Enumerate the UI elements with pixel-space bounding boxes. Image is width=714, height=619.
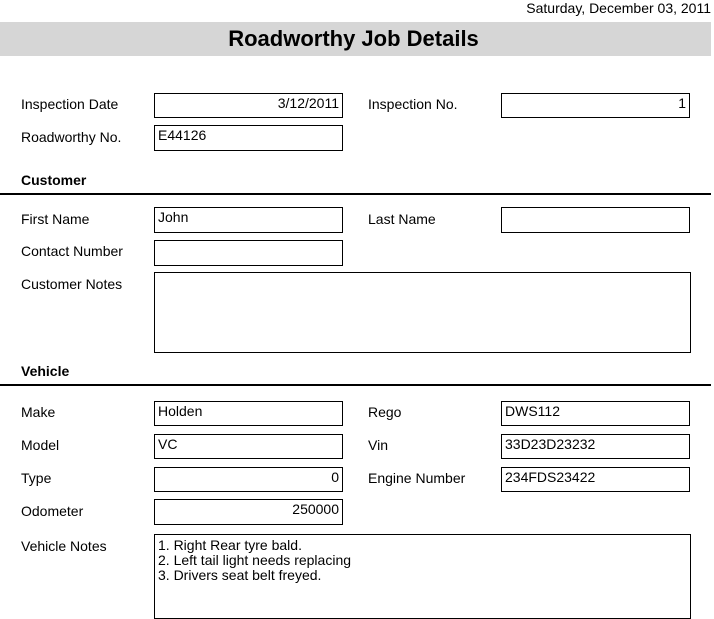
vin-field[interactable]: 33D23D23232 (501, 434, 690, 459)
vehicle-notes-field[interactable]: 1. Right Rear tyre bald. 2. Left tail light needs replacing 3. Drivers seat belt freyed. (154, 534, 691, 619)
rego-label: Rego (368, 404, 402, 420)
odometer-field[interactable]: 250000 (154, 499, 343, 525)
inspection-date-label: Inspection Date (21, 96, 119, 112)
make-label: Make (21, 404, 56, 420)
inspection-date-field[interactable]: 3/12/2011 (154, 93, 343, 118)
vehicle-divider (0, 384, 711, 386)
engine-number-label: Engine Number (368, 470, 466, 486)
customer-divider (0, 193, 711, 195)
first-name-label: First Name (21, 211, 90, 227)
rego-field[interactable]: DWS112 (501, 401, 690, 426)
make-field[interactable]: Holden (154, 401, 343, 426)
contact-number-label: Contact Number (21, 243, 123, 259)
vehicle-section-label: Vehicle (21, 363, 70, 379)
page-title: Roadworthy Job Details (228, 26, 479, 51)
type-field[interactable]: 0 (154, 467, 343, 492)
model-field[interactable]: VC (154, 434, 343, 459)
last-name-field[interactable] (501, 207, 690, 233)
odometer-label: Odometer (21, 503, 84, 519)
vin-label: Vin (368, 437, 388, 453)
roadworthy-number-field[interactable]: E44126 (154, 125, 343, 151)
customer-section-label: Customer (21, 172, 87, 188)
contact-number-field[interactable] (154, 240, 343, 266)
type-label: Type (21, 470, 52, 486)
vehicle-notes-label: Vehicle Notes (21, 538, 107, 554)
model-label: Model (21, 437, 60, 453)
roadworthy-number-label: Roadworthy No. (21, 129, 122, 145)
engine-number-field[interactable]: 234FDS23422 (501, 467, 690, 492)
report-date: Saturday, December 03, 2011 (526, 0, 711, 16)
customer-notes-label: Customer Notes (21, 276, 123, 292)
last-name-label: Last Name (368, 211, 436, 227)
customer-notes-field[interactable] (154, 272, 691, 353)
first-name-field[interactable]: John (154, 207, 343, 233)
inspection-number-field[interactable]: 1 (501, 93, 690, 118)
inspection-number-label: Inspection No. (368, 96, 458, 112)
